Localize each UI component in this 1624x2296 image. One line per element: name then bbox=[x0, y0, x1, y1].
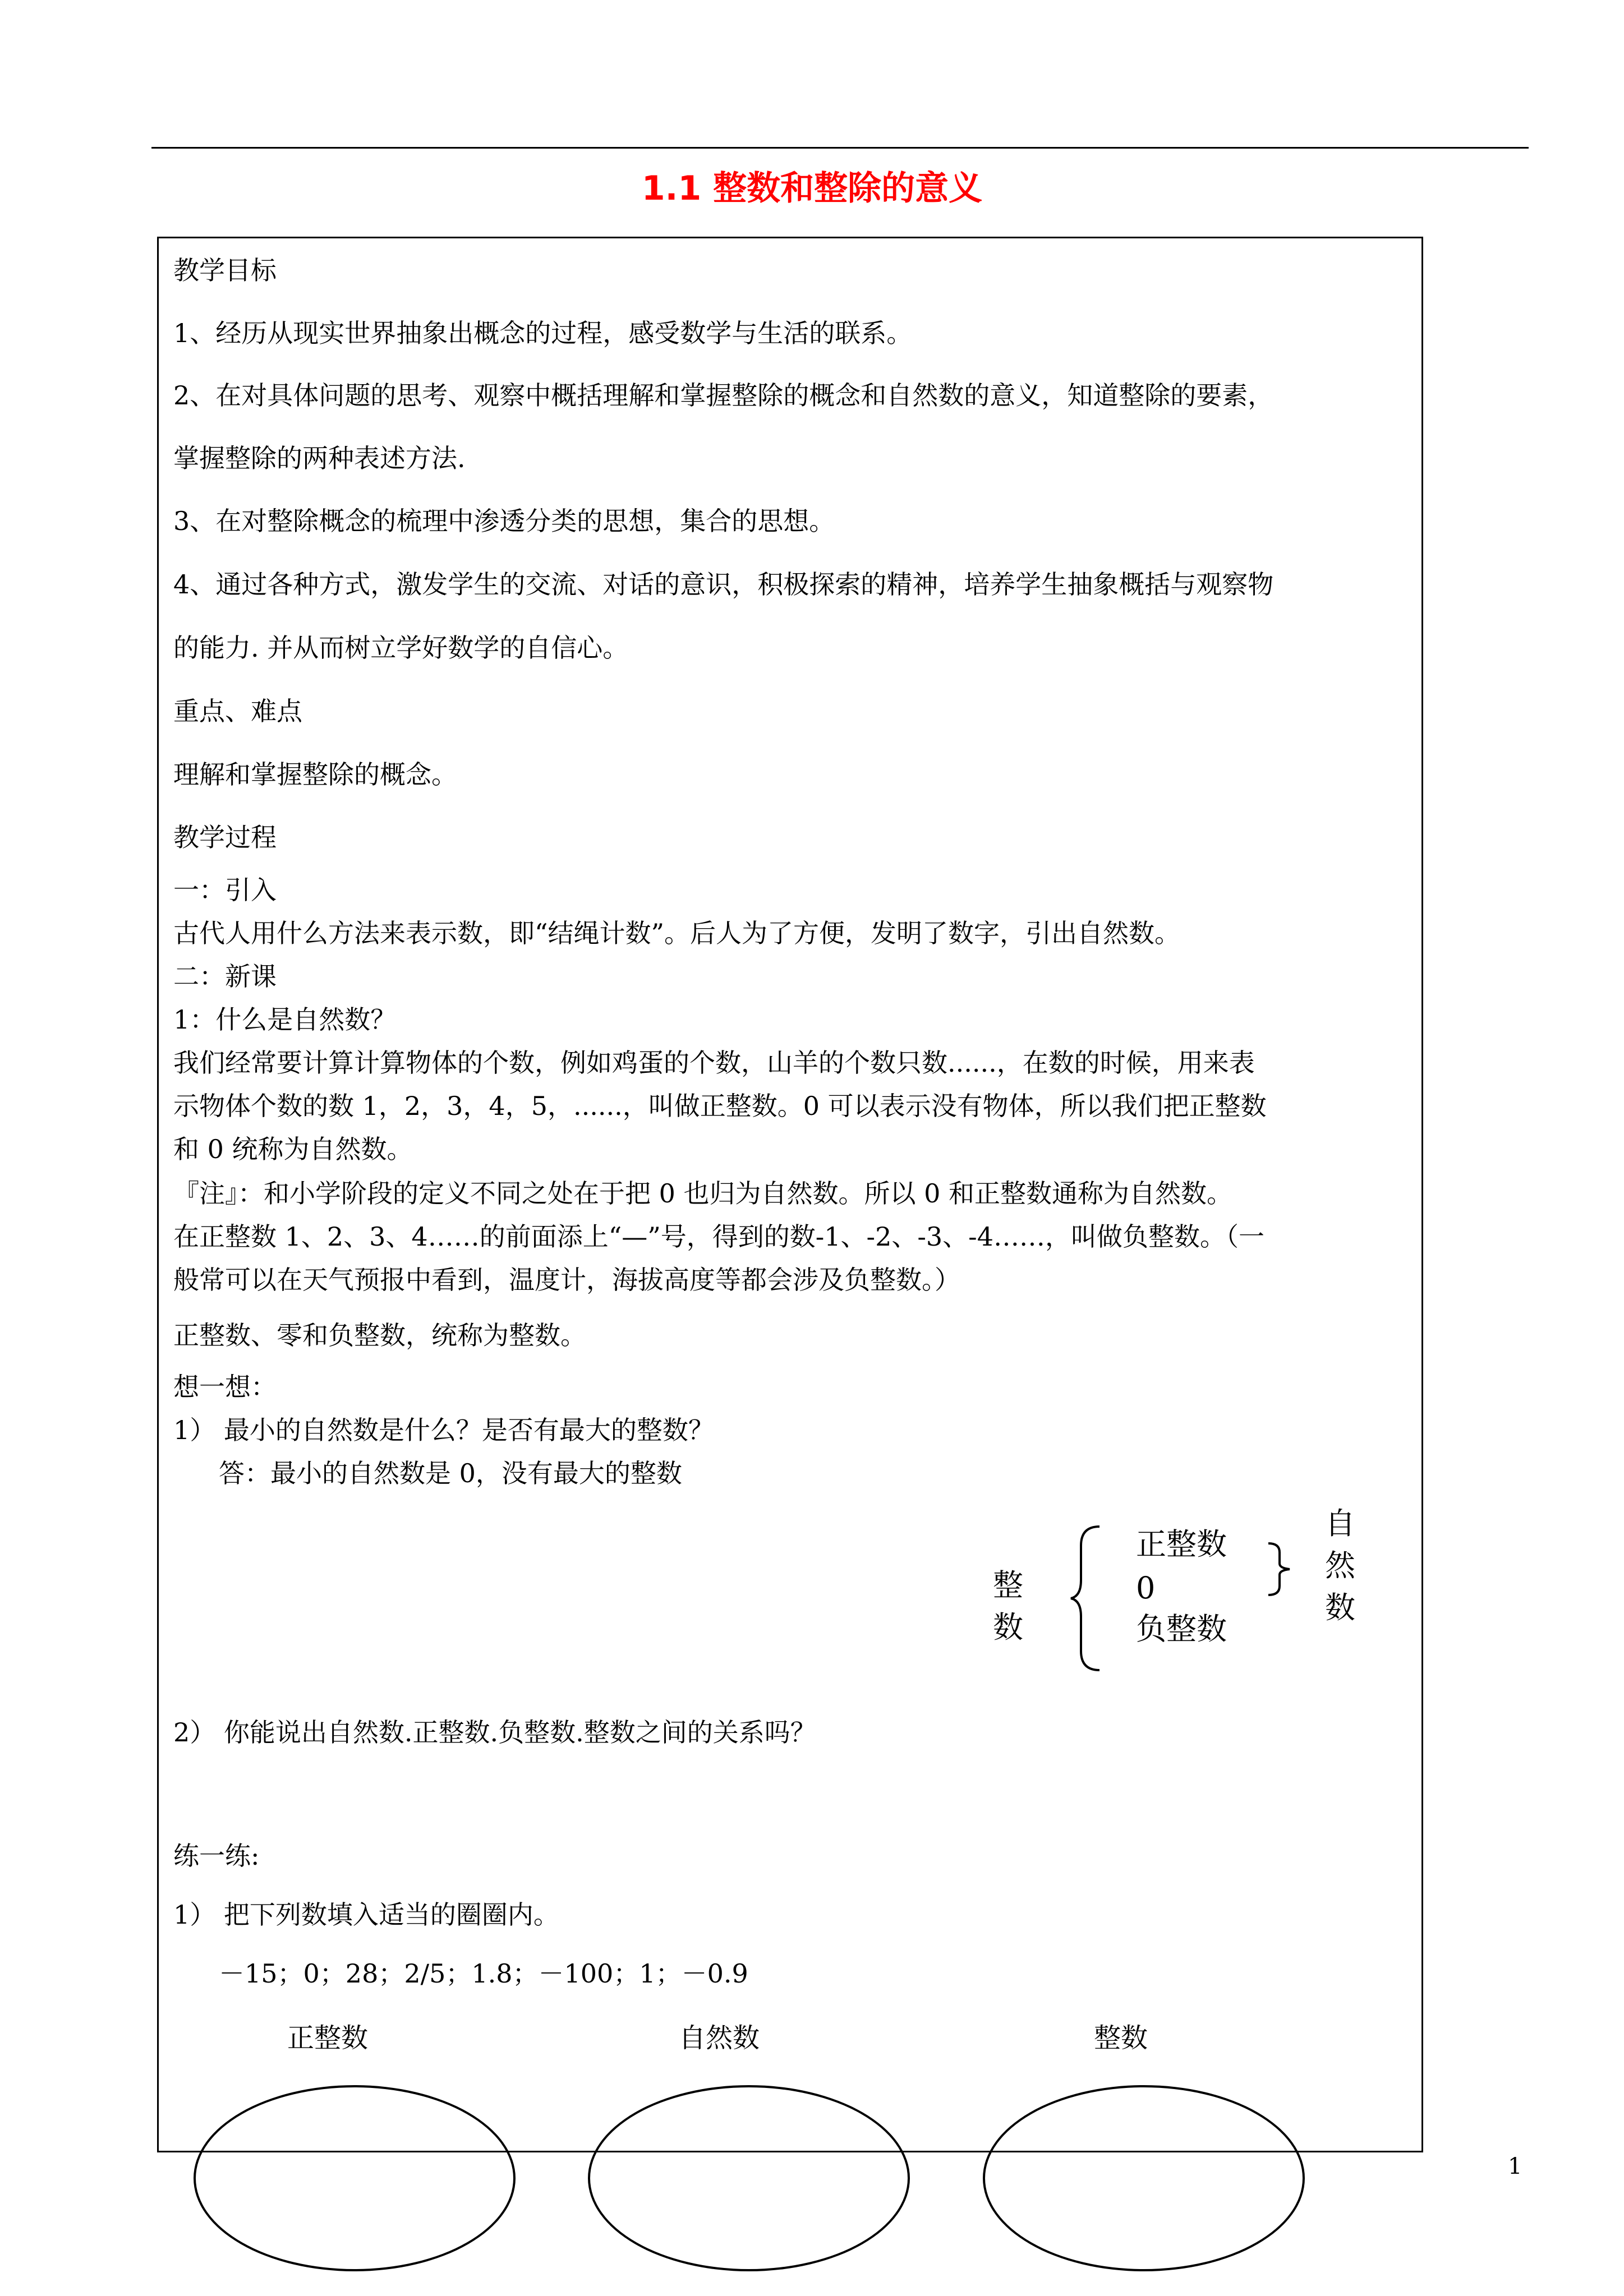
goal-item-4-cont: 的能力. 并从而树立学好数学的自信心。 bbox=[173, 633, 629, 663]
diagram-zero: 0 bbox=[1136, 1570, 1156, 1606]
diagram-natural-label-3: 数 bbox=[1325, 1590, 1355, 1625]
question-2: 2） 你能说出自然数.正整数.负整数.整数之间的关系吗？ bbox=[173, 1717, 816, 1748]
goal-item-4: 4、通过各种方式，激发学生的交流、对话的意识，积极探索的精神，培养学生抽象概括与观察物 bbox=[173, 569, 1274, 600]
right-brace-icon bbox=[1265, 1541, 1293, 1597]
new-lesson-heading: 二：新课 bbox=[173, 961, 277, 992]
positive-integer-circle bbox=[194, 2085, 516, 2271]
focus-heading: 重点、难点 bbox=[173, 696, 302, 726]
negative-line-1: 在正整数 1、2、3、4……的前面添上“—”号，得到的数-1、-2、-3、-4……，叫做负整数。（一 bbox=[173, 1221, 1264, 1252]
goal-item-3: 3、在对整除概念的梳理中渗透分类的思想，集合的思想。 bbox=[173, 506, 835, 536]
paragraph-line-1: 我们经常要计算计算物体的个数，例如鸡蛋的个数，山羊的个数只数......，在数的时候，用来表 bbox=[173, 1048, 1255, 1078]
natural-number-circle bbox=[588, 2085, 910, 2271]
think-heading: 想一想： bbox=[173, 1372, 277, 1402]
practice-heading: 练一练: bbox=[173, 1841, 260, 1871]
negative-line-2: 般常可以在天气预报中看到，温度计，海拔高度等都会涉及负整数。） bbox=[173, 1265, 960, 1295]
natural-number-question: 1：什么是自然数？ bbox=[173, 1004, 397, 1035]
diagram-natural-label-2: 然 bbox=[1325, 1548, 1355, 1583]
category-integer: 整数 bbox=[1094, 2022, 1148, 2054]
focus-text: 理解和掌握整除的概念。 bbox=[173, 759, 457, 790]
diagram-negative-integer: 负整数 bbox=[1136, 1611, 1227, 1647]
integer-circle bbox=[983, 2085, 1305, 2271]
goal-item-1: 1、经历从现实世界抽象出概念的过程，感受数学与生活的联系。 bbox=[173, 318, 913, 348]
paragraph-line-3: 和 0 统称为自然数。 bbox=[173, 1134, 413, 1164]
page-number: 1 bbox=[1508, 2154, 1522, 2179]
process-heading: 教学过程 bbox=[173, 822, 277, 852]
goals-heading: 教学目标 bbox=[173, 255, 277, 285]
think-question-1: 1） 最小的自然数是什么？是否有最大的整数？ bbox=[173, 1415, 714, 1445]
note-line: 『注』：和小学阶段的定义不同之处在于把 0 也归为自然数。所以 0 和正整数通称为自然数。 bbox=[173, 1178, 1233, 1209]
think-answer-1: 答：最小的自然数是 0，没有最大的整数 bbox=[219, 1458, 682, 1488]
category-natural-number: 自然数 bbox=[679, 2022, 760, 2054]
paragraph-line-2: 示物体个数的数 1，2，3，4，5，......，叫做正整数。0 可以表示没有物体，所以我们把正整数 bbox=[173, 1091, 1267, 1121]
integer-definition: 正整数、零和负整数，统称为整数。 bbox=[173, 1320, 586, 1350]
practice-numbers: －15；0；28；2/5；1.8；－100；1；－0.9 bbox=[219, 1958, 748, 1989]
left-brace-icon bbox=[1069, 1524, 1102, 1673]
intro-heading: 一：引入 bbox=[173, 875, 277, 905]
category-positive-integer: 正整数 bbox=[287, 2022, 369, 2054]
page-title: 1.1 整数和整除的意义 bbox=[641, 169, 983, 208]
diagram-integer-label-1: 整 bbox=[993, 1567, 1023, 1603]
diagram-integer-label-2: 数 bbox=[993, 1610, 1023, 1645]
diagram-positive-integer: 正整数 bbox=[1136, 1527, 1227, 1562]
goal-item-2-cont: 掌握整除的两种表述方法. bbox=[173, 443, 466, 473]
header-rule bbox=[151, 147, 1529, 149]
goal-item-2: 2、在对具体问题的思考、观察中概括理解和掌握整除的概念和自然数的意义，知道整除的要素， bbox=[173, 380, 1274, 411]
practice-question-1: 1） 把下列数填入适当的圈圈内。 bbox=[173, 1899, 559, 1930]
diagram-natural-label-1: 自 bbox=[1325, 1506, 1355, 1541]
intro-text: 古代人用什么方法来表示数，即“结绳计数”。后人为了方便，发明了数字，引出自然数。 bbox=[173, 918, 1181, 948]
